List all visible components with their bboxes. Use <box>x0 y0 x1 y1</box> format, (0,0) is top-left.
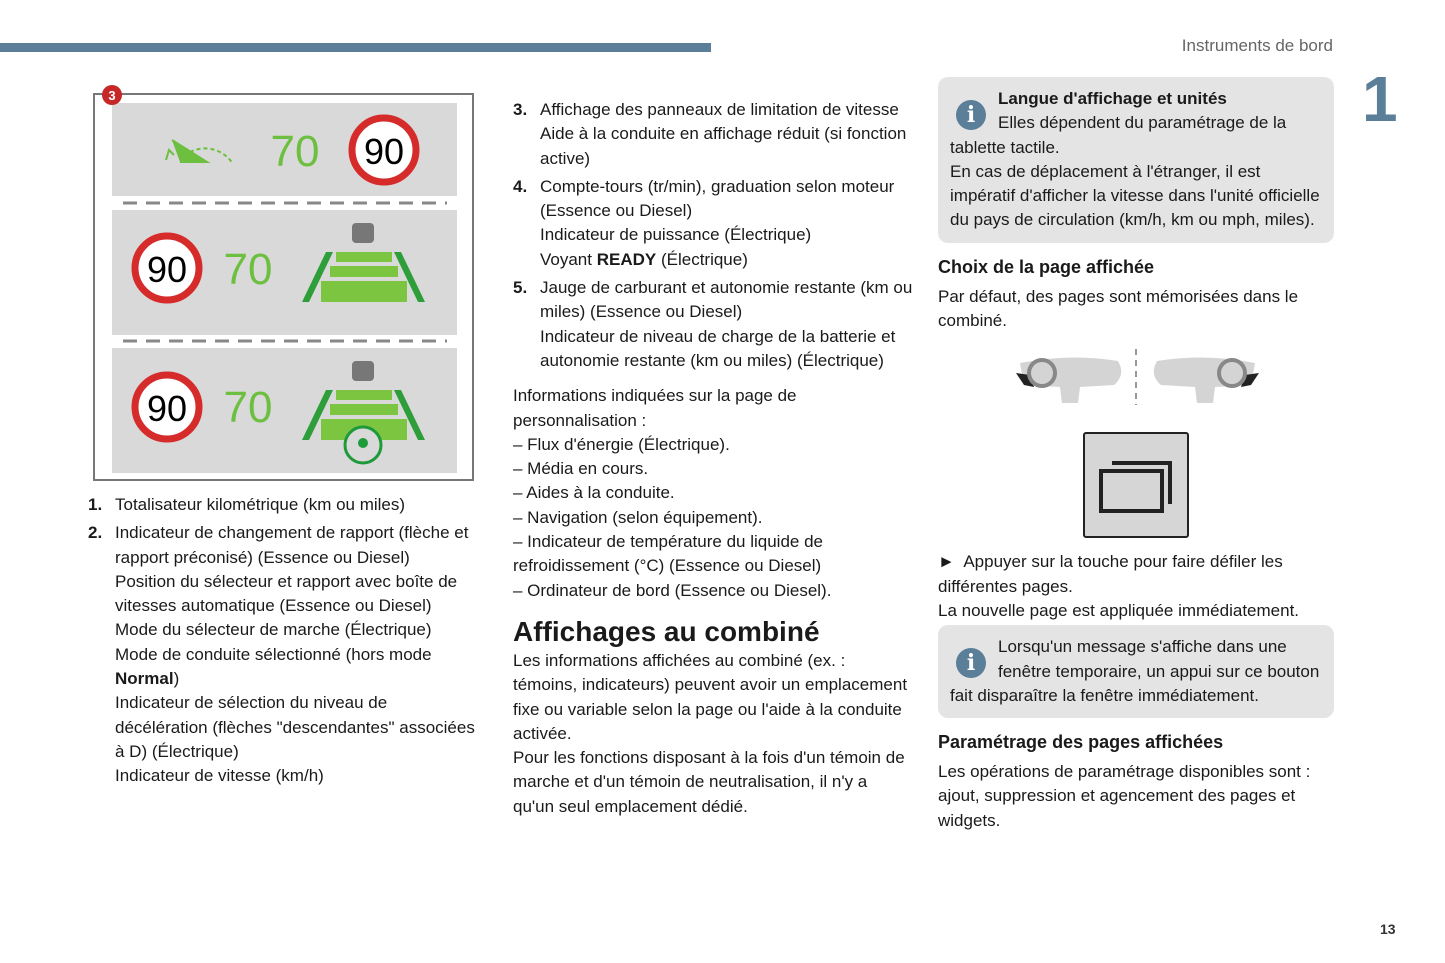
item-text: Indicateur de vitesse (km/h) <box>115 766 324 786</box>
item-text-part: ) <box>173 669 180 689</box>
info-text: En cas de déplacement à l'étranger, il est impératif d'afficher la vitesse dans l'unité officielle du pays de circulation (km/h, km ou mph, miles). <box>950 161 1320 230</box>
list-item <box>513 175 913 272</box>
info-text: Elles dépendent du paramétrage de la tablette tactile. <box>950 113 1287 157</box>
item-text-part: Mode de conduite sélectionné (hors mode <box>115 644 432 664</box>
panel-speed-limit-bottom <box>112 348 457 473</box>
speed-limit-sign: 90 <box>363 131 405 172</box>
item-text <box>115 643 483 692</box>
section-title: Instruments de bord <box>1181 36 1333 55</box>
list-item <box>513 276 913 373</box>
item-text: Compte-tours (tr/min), graduation selon moteur (Essence ou Diesel) <box>540 176 895 221</box>
info-box-message <box>938 625 1334 718</box>
steering-position-illustration <box>1010 345 1265 410</box>
item-text <box>540 248 913 272</box>
item-number: 3. <box>513 100 528 119</box>
custom-list-item: – Indicateur de température du liquide de refroidissement (°C) (Essence ou Diesel) <box>513 532 823 576</box>
item-text: Jauge de carburant et autonomie restante (km ou miles) (Essence ou Diesel) <box>540 278 913 322</box>
item-text: Position du sélecteur et rapport avec boîte de vitesses automatique (Essence ou Diesel) <box>115 571 458 616</box>
car-icon <box>352 361 374 381</box>
custom-list-item: – Flux d'énergie (Électrique). <box>513 434 730 454</box>
list-item <box>513 98 913 171</box>
item-text: Totalisateur kilométrique (km ou miles) <box>115 495 406 514</box>
item-number: 2. <box>88 523 103 543</box>
info-title: Langue d'affichage et unités <box>998 89 1227 108</box>
custom-list-item: – Ordinateur de bord (Essence ou Diesel). <box>513 580 832 600</box>
ready-label: READY <box>596 249 657 269</box>
info-icon: i <box>956 100 986 130</box>
item-text: Aide à la conduite en affichage réduit (si fonction active) <box>540 124 907 168</box>
pages-icon <box>1085 434 1187 536</box>
current-speed: 70 <box>223 383 273 432</box>
panel-speed-limit-top <box>112 103 457 196</box>
right-column <box>938 77 1334 833</box>
mode-normal: Normal <box>115 669 174 689</box>
subheading-page-choice: Choix de la page affichée <box>938 256 1155 277</box>
instructions <box>938 550 1338 623</box>
custom-list-item: – Navigation (selon équipement). <box>513 507 763 527</box>
instruction-step <box>938 550 1338 599</box>
info-box-language <box>938 77 1334 243</box>
middle-column <box>513 98 913 819</box>
page-number: 13 <box>1380 921 1396 937</box>
page-switch-button[interactable] <box>1083 432 1189 538</box>
left-column <box>88 493 483 789</box>
speed-limit-illustration <box>90 80 480 485</box>
custom-page-intro: Informations indiquées sur la page de personnalisation : <box>513 386 797 430</box>
callout-badge: 3 <box>108 88 116 103</box>
result-text: La nouvelle page est appliquée immédiatement. <box>938 600 1300 620</box>
item-number: 5. <box>513 278 528 298</box>
car-icon <box>352 223 374 243</box>
list-item <box>88 521 483 788</box>
item-text: Indicateur de puissance (Électrique) <box>540 225 812 245</box>
section-heading: Affichages au combiné <box>513 615 820 647</box>
current-speed: 70 <box>223 245 273 294</box>
bullet-arrow-icon: ► <box>938 552 955 572</box>
item-text-part: (Électrique) <box>656 249 748 269</box>
info-text: Lorsqu'un message s'affiche dans une fenêtre temporaire, un appui sur ce bouton fait disparaître la fenêtre immédiatement. <box>950 637 1320 705</box>
paragraph: Les opérations de paramétrage disponibles sont : ajout, suppression et agencement des pages et widgets. <box>938 762 1311 830</box>
item-text-part: Voyant <box>540 249 597 269</box>
info-icon: i <box>956 648 986 678</box>
item-text: Indicateur de changement de rapport (flèche et rapport préconisé) (Essence ou Diesel) <box>115 523 469 567</box>
item-text: Indicateur de sélection du niveau de décélération (flèches "descendantes" associées à D) (Électrique) <box>115 693 475 761</box>
speed-limit-sign: 90 <box>146 249 188 290</box>
step-text: Appuyer sur la touche pour faire défiler les différentes pages. <box>938 552 1283 596</box>
item-text: Indicateur de niveau de charge de la batterie et autonomie restante (km ou miles) (Électrique) <box>540 326 896 370</box>
paragraph: Les informations affichées au combiné (ex. : témoins, indicateurs) peuvent avoir un emplacement fixe ou variable selon la page ou l'aide à la conduite activée. <box>513 650 908 743</box>
speed-limit-sign: 90 <box>146 388 188 429</box>
current-speed: 70 <box>270 127 320 176</box>
panel-speed-limit-middle <box>112 210 457 335</box>
custom-list-item: – Aides à la conduite. <box>513 483 675 503</box>
item-number: 1. <box>88 495 103 514</box>
paragraph: Par défaut, des pages sont mémorisées dans le combiné. <box>938 286 1299 331</box>
item-text: Affichage des panneaux de limitation de vitesse <box>540 100 899 119</box>
subheading-page-settings: Paramétrage des pages affichées <box>938 732 1224 753</box>
custom-list-item: – Média en cours. <box>513 459 649 479</box>
item-text: Mode du sélecteur de marche (Électrique) <box>115 620 432 640</box>
chapter-number: 1 <box>1362 63 1398 135</box>
item-number: 4. <box>513 176 528 196</box>
list-item <box>88 493 483 517</box>
header-bar <box>0 43 711 52</box>
paragraph: Pour les fonctions disposant à la fois d'un témoin de marche et d'un témoin de neutralisation, il n'y a qu'un seul emplacement dédié. <box>513 748 905 816</box>
